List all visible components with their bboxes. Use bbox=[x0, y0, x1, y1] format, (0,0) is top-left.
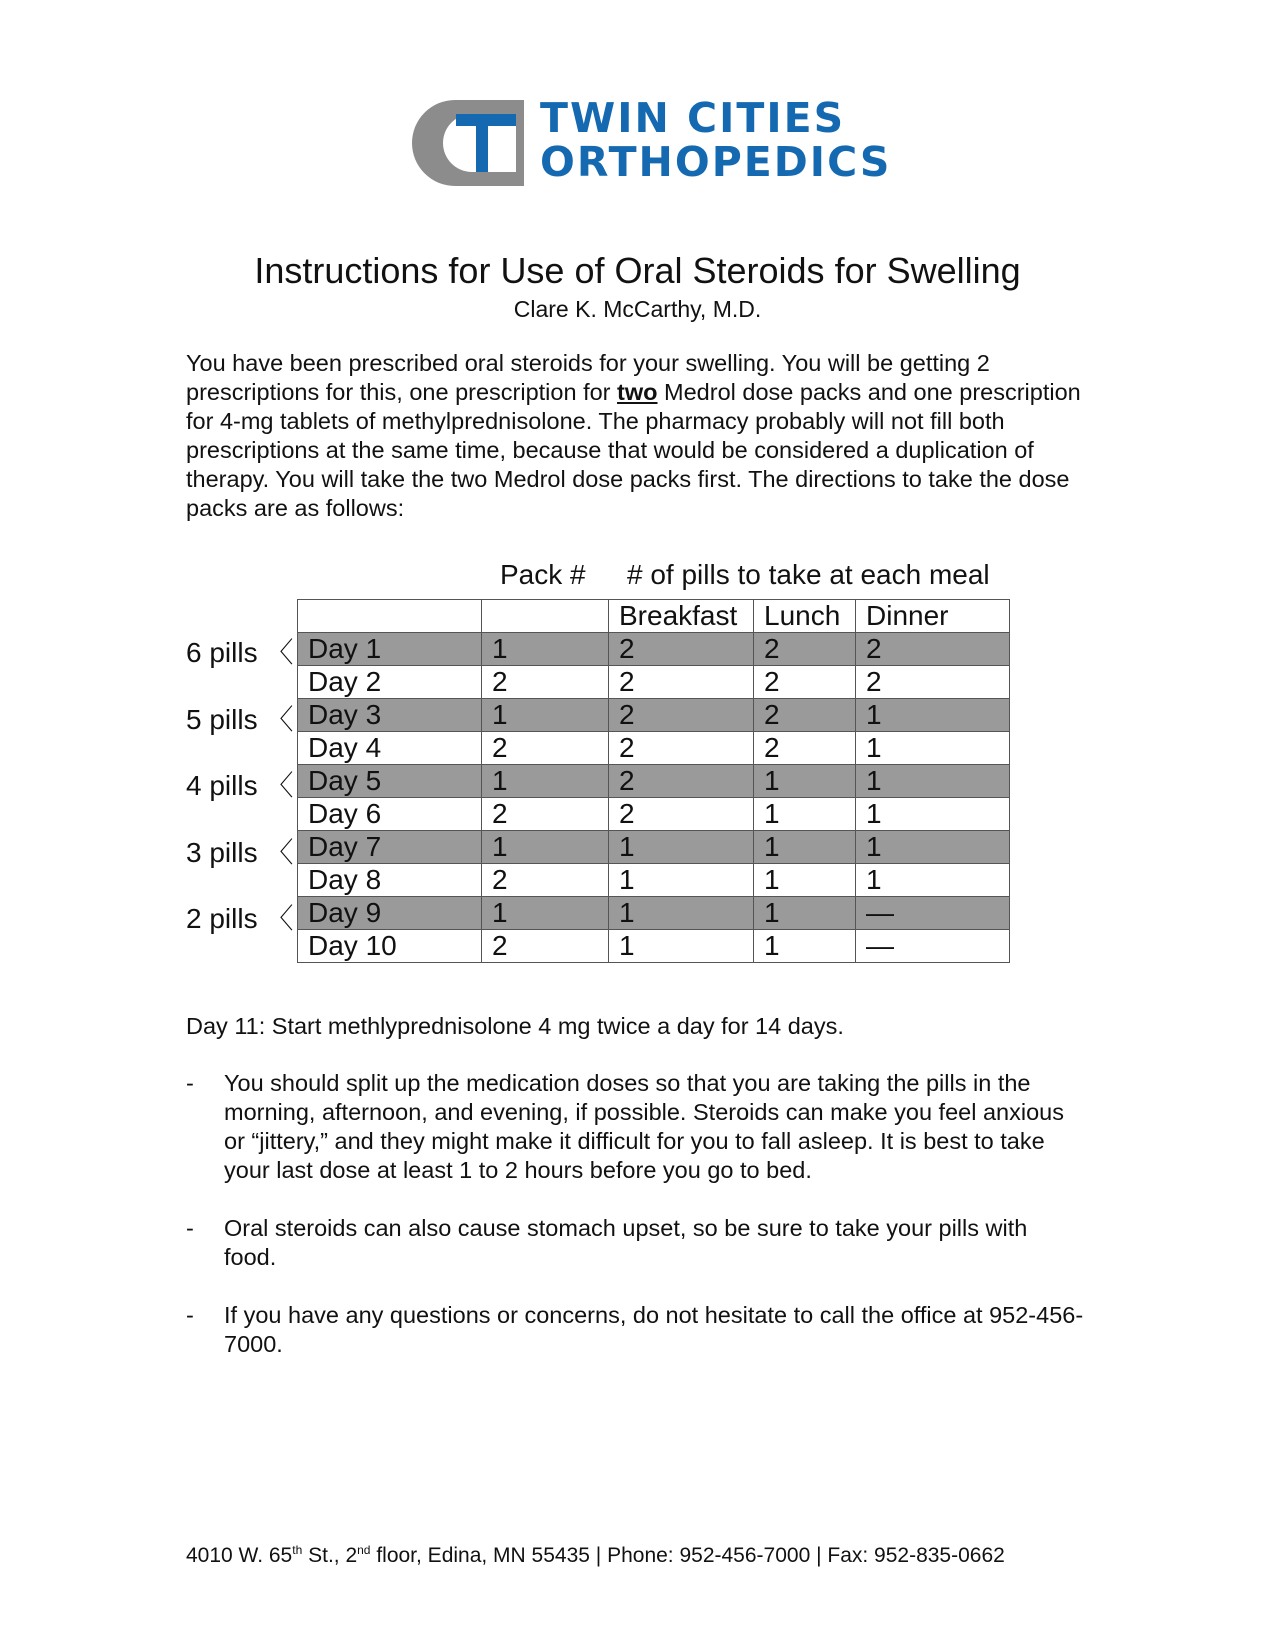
table-cell: 2 bbox=[754, 699, 856, 732]
table-cell: Day 1 bbox=[298, 633, 482, 666]
table-cell: 2 bbox=[754, 732, 856, 765]
table-cell: Day 10 bbox=[298, 930, 482, 963]
table-cell: 2 bbox=[482, 930, 609, 963]
table-cell: Day 3 bbox=[298, 699, 482, 732]
intro-part-1: You have been prescribed oral steroids for your swelling. You will be getting 2 prescriptions for this, one prescription for bbox=[186, 350, 990, 405]
table-row bbox=[298, 666, 1010, 699]
table-cell: 2 bbox=[482, 864, 609, 897]
footer-part-a: 4010 W. 65 bbox=[186, 1544, 293, 1567]
table-cell: 1 bbox=[482, 765, 609, 798]
table-cell: 2 bbox=[856, 633, 1010, 666]
logo-line-2: ORTHOPEDICS bbox=[540, 138, 892, 186]
footer-address bbox=[186, 1543, 1005, 1569]
table-cell: 1 bbox=[754, 765, 856, 798]
table-cell: Day 2 bbox=[298, 666, 482, 699]
logo-line-1: TWIN CITIES bbox=[540, 94, 846, 142]
table-cell: Day 6 bbox=[298, 798, 482, 831]
table-row bbox=[298, 732, 1010, 765]
table-cell: 1 bbox=[754, 864, 856, 897]
table-cell: 1 bbox=[482, 831, 609, 864]
footer-sup-2: nd bbox=[357, 1543, 371, 1557]
page-title: Instructions for Use of Oral Steroids for Swelling bbox=[254, 250, 1021, 291]
table-cell: — bbox=[856, 930, 1010, 963]
pack-header: Pack # bbox=[500, 559, 586, 590]
list-item bbox=[186, 1301, 1086, 1359]
table-cell: 2 bbox=[482, 732, 609, 765]
logo-wordmark bbox=[540, 96, 891, 184]
table-cell: 1 bbox=[609, 831, 754, 864]
logo-mark-icon bbox=[412, 100, 524, 186]
footer-part-c: floor, Edina, MN 55435 | Phone: 952-456-7000 | Fax: 952-835-0662 bbox=[370, 1544, 1005, 1567]
day-11-instruction: Day 11: Start methlyprednisolone 4 mg twice a day for 14 days. bbox=[186, 1013, 844, 1039]
table-row bbox=[298, 831, 1010, 864]
bullet-text: If you have any questions or concerns, do not hesitate to call the office at 952-456-7000. bbox=[224, 1302, 1084, 1357]
table-cell: Day 5 bbox=[298, 765, 482, 798]
table-cell: 2 bbox=[609, 699, 754, 732]
table-row bbox=[298, 897, 1010, 930]
table-cell: 1 bbox=[482, 699, 609, 732]
column-header: Breakfast bbox=[609, 600, 754, 633]
pill-group-label: 5 pills 〈 bbox=[186, 703, 294, 735]
table-cell: 1 bbox=[609, 930, 754, 963]
table-cell: 1 bbox=[609, 864, 754, 897]
table-cell: 2 bbox=[609, 765, 754, 798]
instruction-list bbox=[186, 1069, 1086, 1388]
column-header bbox=[298, 600, 482, 633]
table-cell: 1 bbox=[856, 732, 1010, 765]
meal-header: # of pills to take at each meal bbox=[627, 559, 990, 590]
table-cell: 1 bbox=[856, 798, 1010, 831]
table-cell: Day 4 bbox=[298, 732, 482, 765]
table-cell: Day 7 bbox=[298, 831, 482, 864]
logo bbox=[412, 94, 892, 188]
table-cell: 2 bbox=[609, 732, 754, 765]
table-cell: 1 bbox=[482, 897, 609, 930]
table-row bbox=[298, 633, 1010, 666]
table-cell: Day 8 bbox=[298, 864, 482, 897]
footer-part-b: St., 2 bbox=[302, 1544, 358, 1567]
table-cell: 2 bbox=[754, 633, 856, 666]
table-cell: Day 9 bbox=[298, 897, 482, 930]
table-cell: 1 bbox=[754, 798, 856, 831]
pill-group-label: 4 pills 〈 bbox=[186, 770, 294, 801]
table-cell: 2 bbox=[609, 633, 754, 666]
column-header: Lunch bbox=[754, 600, 856, 633]
table-row bbox=[298, 798, 1010, 831]
pill-group-label: 3 pills 〈 bbox=[186, 836, 294, 868]
list-item bbox=[186, 1069, 1086, 1185]
column-header: Dinner bbox=[856, 600, 1010, 633]
table-cell: — bbox=[856, 897, 1010, 930]
table-row bbox=[298, 765, 1010, 798]
author: Clare K. McCarthy, M.D. bbox=[513, 296, 762, 322]
table-cell: 1 bbox=[609, 897, 754, 930]
dose-table bbox=[297, 599, 1010, 963]
bullet-marker: - bbox=[186, 1215, 194, 1241]
intro-emphasis: two bbox=[617, 379, 658, 405]
table-cell: 2 bbox=[856, 666, 1010, 699]
table-cell: 1 bbox=[856, 699, 1010, 732]
bullet-text: Oral steroids can also cause stomach upset, so be sure to take your pills with food. bbox=[224, 1215, 1028, 1270]
pill-group-label: 6 pills 〈 bbox=[186, 637, 294, 668]
intro-part-2: Medrol dose packs and one prescription for 4-mg tablets of methylprednisolone. The pharmacy probably will not fill both prescriptions at the same time, because that would be considered a duplication of therapy. You will take the two Medrol dose packs first. The directions to take the dose packs are as follows: bbox=[186, 379, 1081, 521]
table-cell: 2 bbox=[609, 666, 754, 699]
bullet-marker: - bbox=[186, 1070, 194, 1096]
list-item bbox=[186, 1214, 1086, 1272]
bullet-marker: - bbox=[186, 1302, 194, 1328]
table-cell: 1 bbox=[856, 765, 1010, 798]
table-cell: 1 bbox=[856, 831, 1010, 864]
table-cell: 2 bbox=[754, 666, 856, 699]
column-header bbox=[482, 600, 609, 633]
pill-group-label: 2 pills 〈 bbox=[186, 903, 294, 934]
table-row bbox=[298, 930, 1010, 963]
table-cell: 2 bbox=[482, 666, 609, 699]
table-cell: 1 bbox=[482, 633, 609, 666]
intro-paragraph bbox=[186, 349, 1086, 523]
table-cell: 2 bbox=[482, 798, 609, 831]
table-cell: 1 bbox=[754, 831, 856, 864]
table-row bbox=[298, 699, 1010, 732]
table-row bbox=[298, 864, 1010, 897]
table-cell: 1 bbox=[856, 864, 1010, 897]
footer-sup-1: th bbox=[292, 1543, 303, 1557]
table-header-row bbox=[298, 600, 1010, 633]
table-cell: 1 bbox=[754, 930, 856, 963]
bullet-text: You should split up the medication doses so that you are taking the pills in the morning, afternoon, and evening, if possible. Steroids can make you feel anxious or “jittery,” and they might make it difficult for you to fall asleep. It is best to take your last dose at least 1 to 2 hours before you go to bed. bbox=[224, 1070, 1064, 1183]
table-cell: 1 bbox=[754, 897, 856, 930]
table-cell: 2 bbox=[609, 798, 754, 831]
